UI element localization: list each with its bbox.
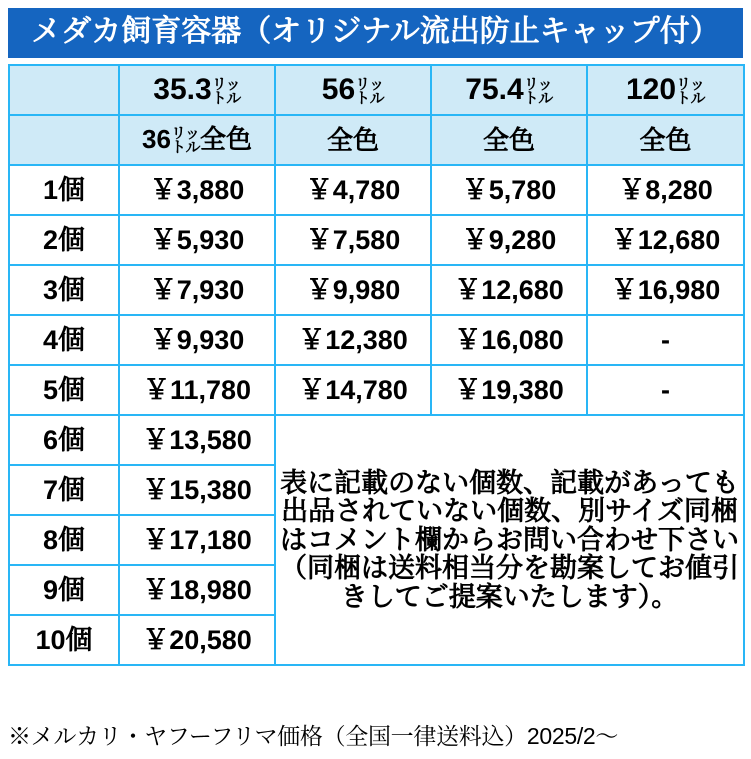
price-cell: ￥12,680 (431, 265, 587, 315)
allcolor-label: 全色 (482, 124, 535, 155)
price-cell: - (587, 365, 744, 415)
header-allcolor-3 (587, 115, 744, 165)
allcolor-label: 全色 (326, 124, 379, 155)
price-cell: ￥12,380 (275, 315, 431, 365)
allcolor-label: 全色 (199, 123, 252, 154)
header-size-0 (119, 65, 275, 115)
row-quantity: 7個 (9, 465, 119, 515)
size-value: 75.4 (465, 72, 524, 106)
row-quantity: 2個 (9, 215, 119, 265)
price-cell: ￥9,280 (431, 215, 587, 265)
price-cell: ￥8,280 (587, 165, 744, 215)
note-text: 表に記載のない個数、記載があっても出品されていない個数、別サイズ同梱はコメント欄からお問い合わせ下さい（同梱は送料相当分を勘案してお値引きしてご提案いたします）。 (275, 415, 744, 665)
price-table-sheet (0, 8, 751, 759)
price-cell: ￥16,080 (431, 315, 587, 365)
table-header-row-sizes (9, 65, 744, 115)
price-cell: ￥20,580 (119, 615, 275, 665)
row-quantity: 4個 (9, 315, 119, 365)
price-cell: ￥4,780 (275, 165, 431, 215)
size-value: 56 (321, 72, 356, 106)
row-quantity: 10個 (9, 615, 119, 665)
header-allcolor-2 (431, 115, 587, 165)
price-cell: ￥3,880 (119, 165, 275, 215)
header-size-1 (275, 65, 431, 115)
price-cell: ￥7,580 (275, 215, 431, 265)
row-quantity: 3個 (9, 265, 119, 315)
table-row (9, 165, 744, 215)
price-cell: ￥12,680 (587, 215, 744, 265)
row-quantity: 6個 (9, 415, 119, 465)
price-cell: ￥5,930 (119, 215, 275, 265)
price-cell: ￥7,930 (119, 265, 275, 315)
price-cell: ￥18,980 (119, 565, 275, 615)
row-quantity: 1個 (9, 165, 119, 215)
price-cell: ￥11,780 (119, 365, 275, 415)
size-value: 35.3 (153, 72, 212, 106)
size-unit-icon: リッ トル (523, 75, 553, 107)
price-cell: ￥9,930 (119, 315, 275, 365)
price-cell: ￥15,380 (119, 465, 275, 515)
table-row (9, 365, 744, 415)
size-unit-icon: リッ トル (355, 75, 385, 107)
page-title: メダカ飼育容器（オリジナル流出防止キャップ付） (8, 8, 743, 58)
price-cell: ￥13,580 (119, 415, 275, 465)
size-unit-icon: リッ トル (676, 75, 706, 107)
table-row (9, 315, 744, 365)
price-table (8, 64, 745, 666)
table-header-row-colors (9, 115, 744, 165)
footer-note: ※メルカリ・ヤフーフリマ価格（全国一律送料込）2025/2～ (8, 723, 619, 749)
header-size-3 (587, 65, 744, 115)
price-cell: - (587, 315, 744, 365)
row-quantity: 9個 (9, 565, 119, 615)
size-sub-value: 36 (142, 123, 171, 154)
header-corner-cell (9, 65, 119, 115)
size-sub-unit-icon: リッ トル (170, 124, 200, 156)
price-cell: ￥14,780 (275, 365, 431, 415)
price-cell: ￥17,180 (119, 515, 275, 565)
allcolor-label: 全色 (639, 124, 692, 155)
header-allcolor-0 (119, 115, 275, 165)
price-cell: ￥9,980 (275, 265, 431, 315)
table-row (9, 415, 744, 465)
row-quantity: 8個 (9, 515, 119, 565)
row-quantity: 5個 (9, 365, 119, 415)
header-size-2 (431, 65, 587, 115)
header-allcolor-1 (275, 115, 431, 165)
size-value: 120 (625, 72, 677, 106)
table-row (9, 215, 744, 265)
size-unit-icon: リッ トル (211, 75, 241, 107)
table-row (9, 265, 744, 315)
price-cell: ￥19,380 (431, 365, 587, 415)
price-cell: ￥5,780 (431, 165, 587, 215)
header-corner-cell-2 (9, 115, 119, 165)
price-cell: ￥16,980 (587, 265, 744, 315)
